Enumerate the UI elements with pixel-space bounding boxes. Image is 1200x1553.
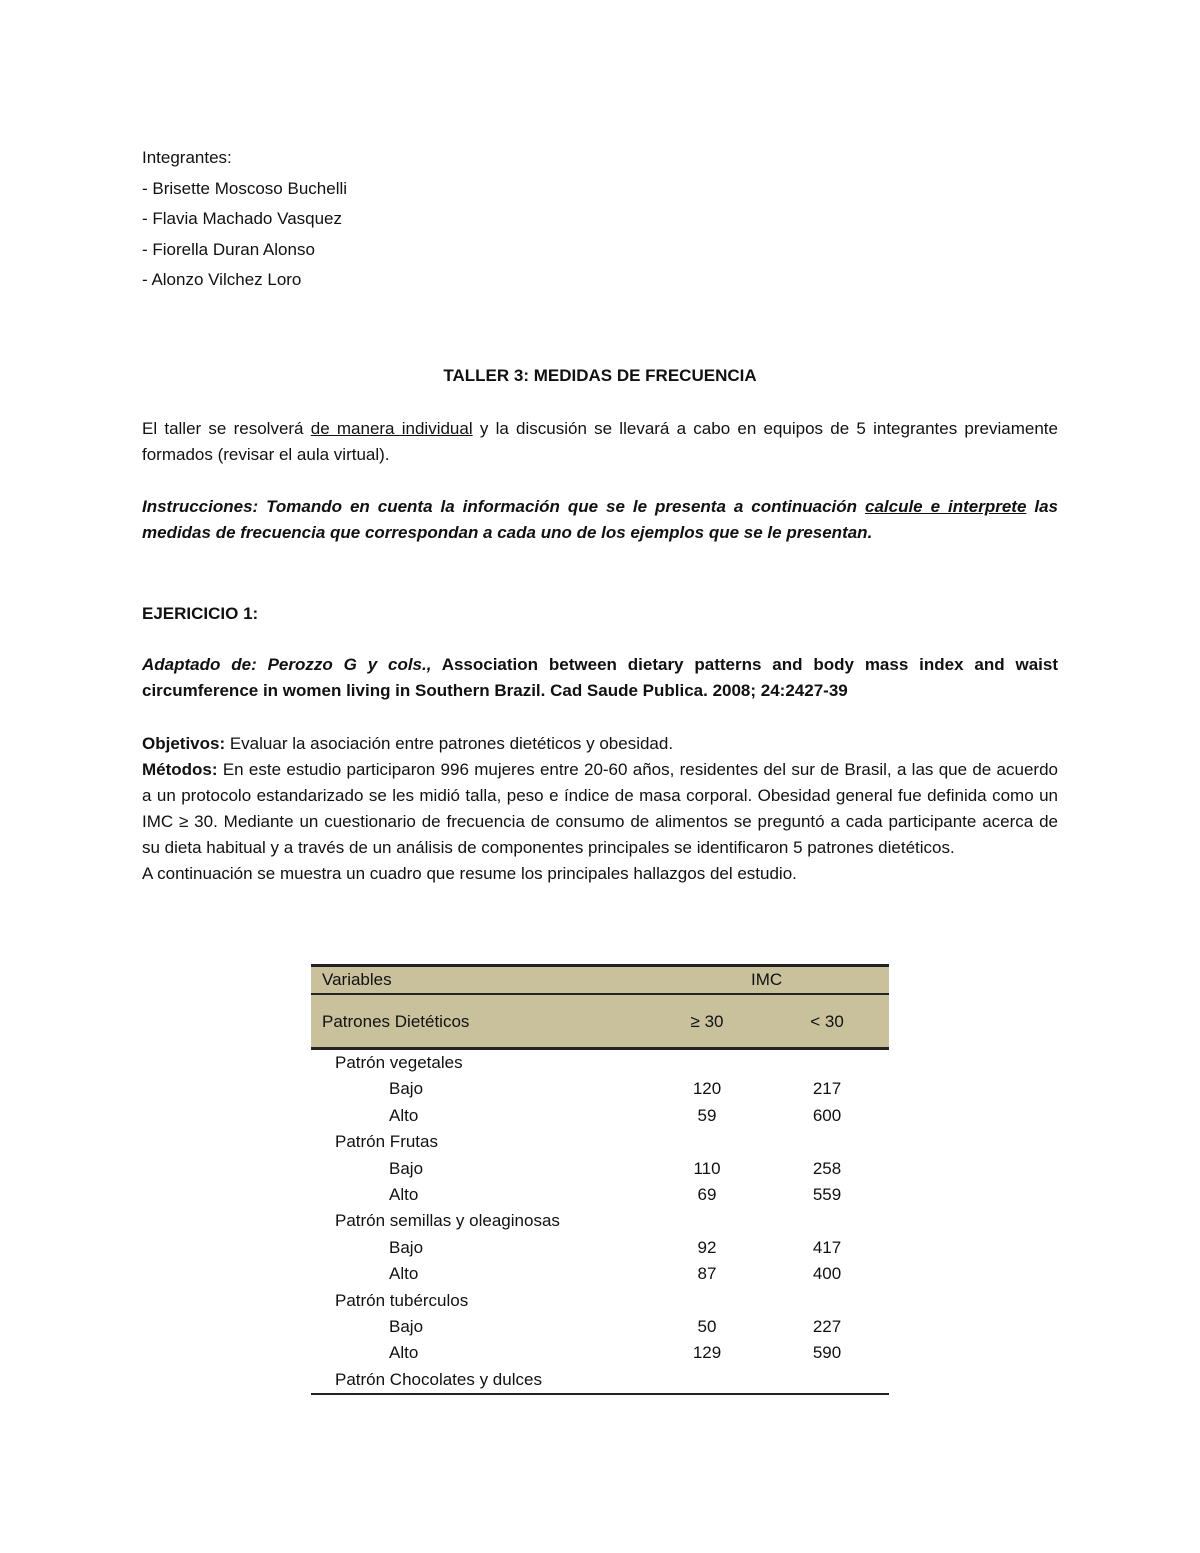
table-row xyxy=(311,1367,889,1393)
members-heading: Integrantes: xyxy=(142,148,232,167)
table-row xyxy=(311,1103,889,1129)
header-ge30: ≥ 30 xyxy=(690,1012,724,1031)
row-pattern-label: Patrón Chocolates y dulces xyxy=(335,1369,542,1389)
table-row xyxy=(311,1288,889,1314)
cell-ge30: 50 xyxy=(697,1316,717,1336)
page-title: TALLER 3: MEDIDAS DE FRECUENCIA xyxy=(443,366,757,385)
row-level-label: Alto xyxy=(389,1184,419,1204)
cell-ge30: 87 xyxy=(697,1264,717,1284)
member-item: - Flavia Machado Vasquez xyxy=(142,209,343,228)
source-adapted: Adaptado de: Perozzo G y cols., xyxy=(142,655,432,674)
table-header-row-2 xyxy=(311,995,889,1050)
cell-ge30: 69 xyxy=(697,1184,717,1204)
row-pattern-label: Patrón tubérculos xyxy=(335,1290,469,1310)
cell-ge30: 92 xyxy=(697,1237,717,1257)
source-citation xyxy=(142,652,1058,704)
members-list xyxy=(142,143,347,296)
row-pattern-label: Patrón semillas y oleaginosas xyxy=(335,1211,560,1231)
table-row xyxy=(311,1156,889,1182)
cell-lt30: 227 xyxy=(812,1316,842,1336)
cell-lt30: 590 xyxy=(812,1343,842,1363)
member-item: - Alonzo Vilchez Loro xyxy=(142,270,302,289)
cell-lt30: 217 xyxy=(812,1079,842,1099)
intro-paragraph xyxy=(142,416,1058,468)
intro-text-end: y la discusión se llevará a cabo en equipos de 5 integrantes previamente formados (revisar el aula virtual). xyxy=(142,419,1058,464)
cell-ge30: 110 xyxy=(693,1158,721,1178)
header-patterns: Patrones Dietéticos xyxy=(322,1012,470,1031)
table-header-row-1 xyxy=(311,964,889,995)
table-row xyxy=(311,1076,889,1102)
row-pattern-label: Patrón Frutas xyxy=(335,1132,438,1152)
cell-lt30: 600 xyxy=(812,1105,842,1125)
instructions-text-end: las medidas de frecuencia que correspondan a cada uno de los ejemplos que se le presentan. xyxy=(142,497,1058,542)
row-level-label: Alto xyxy=(389,1105,419,1125)
objectives-text: Evaluar la asociación entre patrones dietéticos y obesidad. xyxy=(225,734,674,753)
table-row xyxy=(311,1340,889,1366)
cell-ge30: 120 xyxy=(692,1079,722,1099)
table-row xyxy=(311,1129,889,1155)
row-level-label: Alto xyxy=(389,1264,419,1284)
member-item: - Fiorella Duran Alonso xyxy=(142,239,315,259)
row-level-label: Alto xyxy=(389,1343,419,1363)
table-row xyxy=(311,1261,889,1287)
cell-lt30: 400 xyxy=(812,1264,842,1284)
table-row xyxy=(311,1182,889,1208)
table-row xyxy=(311,1235,889,1261)
row-level-label: Bajo xyxy=(389,1316,424,1336)
instructions-text: Instrucciones: Tomando en cuenta la información que se le presenta a continuación xyxy=(142,497,865,516)
methods-label: Métodos: xyxy=(142,760,218,779)
header-lt30: < 30 xyxy=(810,1012,844,1031)
table-row xyxy=(311,1050,889,1076)
header-imc: IMC xyxy=(751,970,783,989)
member-item: - Brisette Moscoso Buchelli xyxy=(142,178,348,198)
instructions-underlined: calcule e interprete xyxy=(864,497,1027,516)
objectives-paragraph xyxy=(142,731,1058,757)
table-body xyxy=(311,1050,889,1395)
exercise-title: EJERICICIO 1: xyxy=(142,604,259,623)
cell-lt30: 258 xyxy=(812,1158,842,1178)
row-level-label: Bajo xyxy=(389,1158,424,1178)
cell-lt30: 417 xyxy=(812,1237,842,1257)
table-row xyxy=(311,1314,889,1340)
row-pattern-label: Patrón vegetales xyxy=(335,1053,463,1072)
source-reference: Association between dietary patterns and body mass index and waist circumference in women living in Southern Brazil. Cad Saude Publica. 2008; 24:2427-39 xyxy=(142,655,1058,700)
table-row xyxy=(311,1208,889,1234)
row-level-label: Bajo xyxy=(389,1079,424,1099)
row-level-label: Bajo xyxy=(389,1237,424,1257)
cell-lt30: 559 xyxy=(812,1184,842,1204)
instructions-paragraph xyxy=(142,494,1058,546)
cell-ge30: 129 xyxy=(692,1343,722,1363)
methods-paragraph xyxy=(142,757,1058,861)
results-table xyxy=(311,964,889,1395)
study-description xyxy=(142,731,1058,887)
intro-underlined: de manera individual xyxy=(310,419,473,438)
cell-ge30: 59 xyxy=(697,1105,717,1125)
methods-text: En este estudio participaron 996 mujeres entre 20-60 años, residentes del sur de Brasil, a las que de acuerdo a un protocolo estandarizado se les midió talla, peso e índice de masa corporal. Obesidad general fue definida como un IMC ≥ 30. Mediante un cuestionario de frecuencia de consumo de alimentos se preguntó a cada participante acerca de su dieta habitual y a través de un análisis de componentes principales se identificaron 5 patrones dietéticos. xyxy=(142,760,1058,857)
intro-text: El taller se resolverá xyxy=(142,419,311,438)
objectives-label: Objetivos: xyxy=(142,734,226,753)
summary-paragraph: A continuación se muestra un cuadro que resume los principales hallazgos del estudio. xyxy=(142,864,797,883)
header-variables: Variables xyxy=(322,970,392,989)
